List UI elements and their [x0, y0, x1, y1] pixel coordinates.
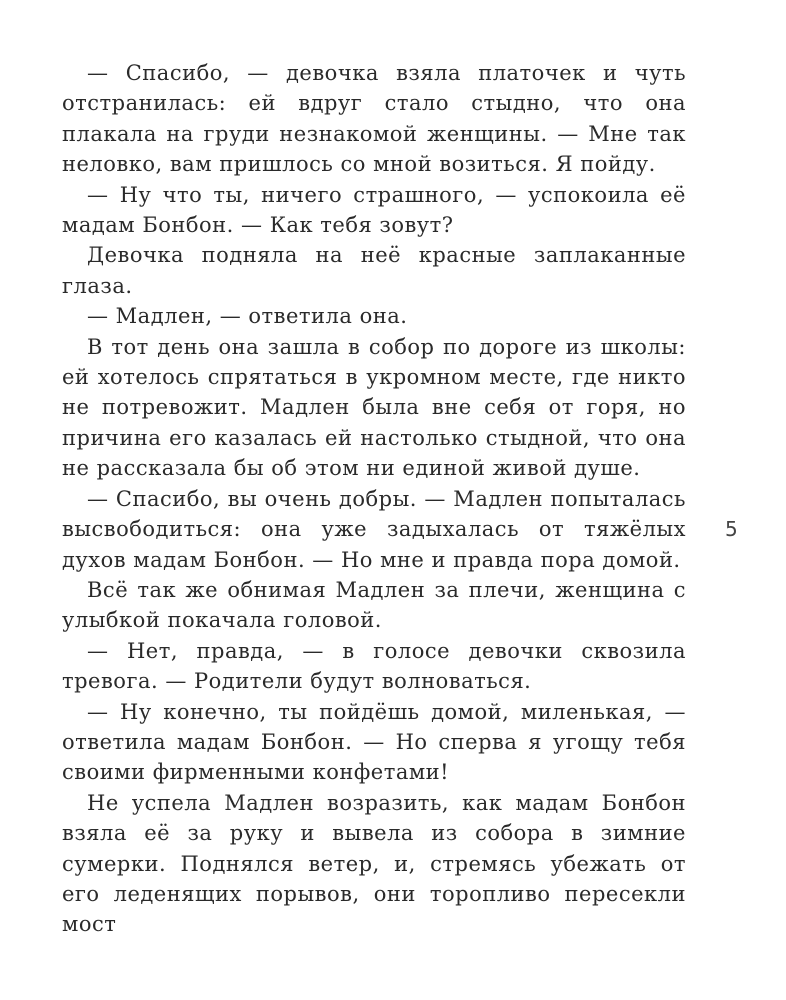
page-number: 5 [725, 517, 738, 541]
paragraph: — Ну что ты, ничего страшного, — успокоила её мадам Бонбон. — Как тебя зовут? [62, 182, 686, 238]
paragraph: В тот день она зашла в собор по дороге из школы: ей хотелось спрятаться в укромном месте, где никто не потревожит. Мадлен была вне себя от горя, но причина его казалась ей настолько стыдной, что она не рассказала бы об этом ни единой живой душе. [62, 334, 686, 481]
page-body-text [62, 58, 686, 940]
paragraph: Девочка подняла на неё красные заплаканные глаза. [62, 243, 686, 298]
paragraph: — Спасибо, — девочка взяла платочек и чуть отстранилась: ей вдруг стало стыдно, что она плакала на груди незнакомой женщины. — Мне так неловко, вам пришлось со мной возиться. Я пойду. [62, 61, 686, 177]
paragraph: — Нет, правда, — в голосе девочки сквозила тревога. — Родители будут волноваться. [62, 638, 686, 694]
paragraph: Не успела Мадлен возразить, как мадам Бонбон взяла её за руку и вывела из собора в зимние сумерки. Поднялся ветер, и, стремясь убежать от его леденящих порывов, они торопливо пересекли мост [62, 790, 686, 937]
paragraph: — Ну конечно, ты пойдёшь домой, миленькая, — ответила мадам Бонбон. — Но сперва я угощу тебя своими фирменными конфетами! [62, 699, 686, 785]
paragraph: — Мадлен, — ответила она. [87, 304, 408, 329]
paragraph: — Спасибо, вы очень добры. — Мадлен попыталась высвободиться: она уже задыхалась от тяжёлых духов мадам Бонбон. — Но мне и правда пора домой. [62, 486, 686, 572]
paragraph: Всё так же обнимая Мадлен за плечи, женщина с улыбкой покачала головой. [62, 577, 686, 633]
